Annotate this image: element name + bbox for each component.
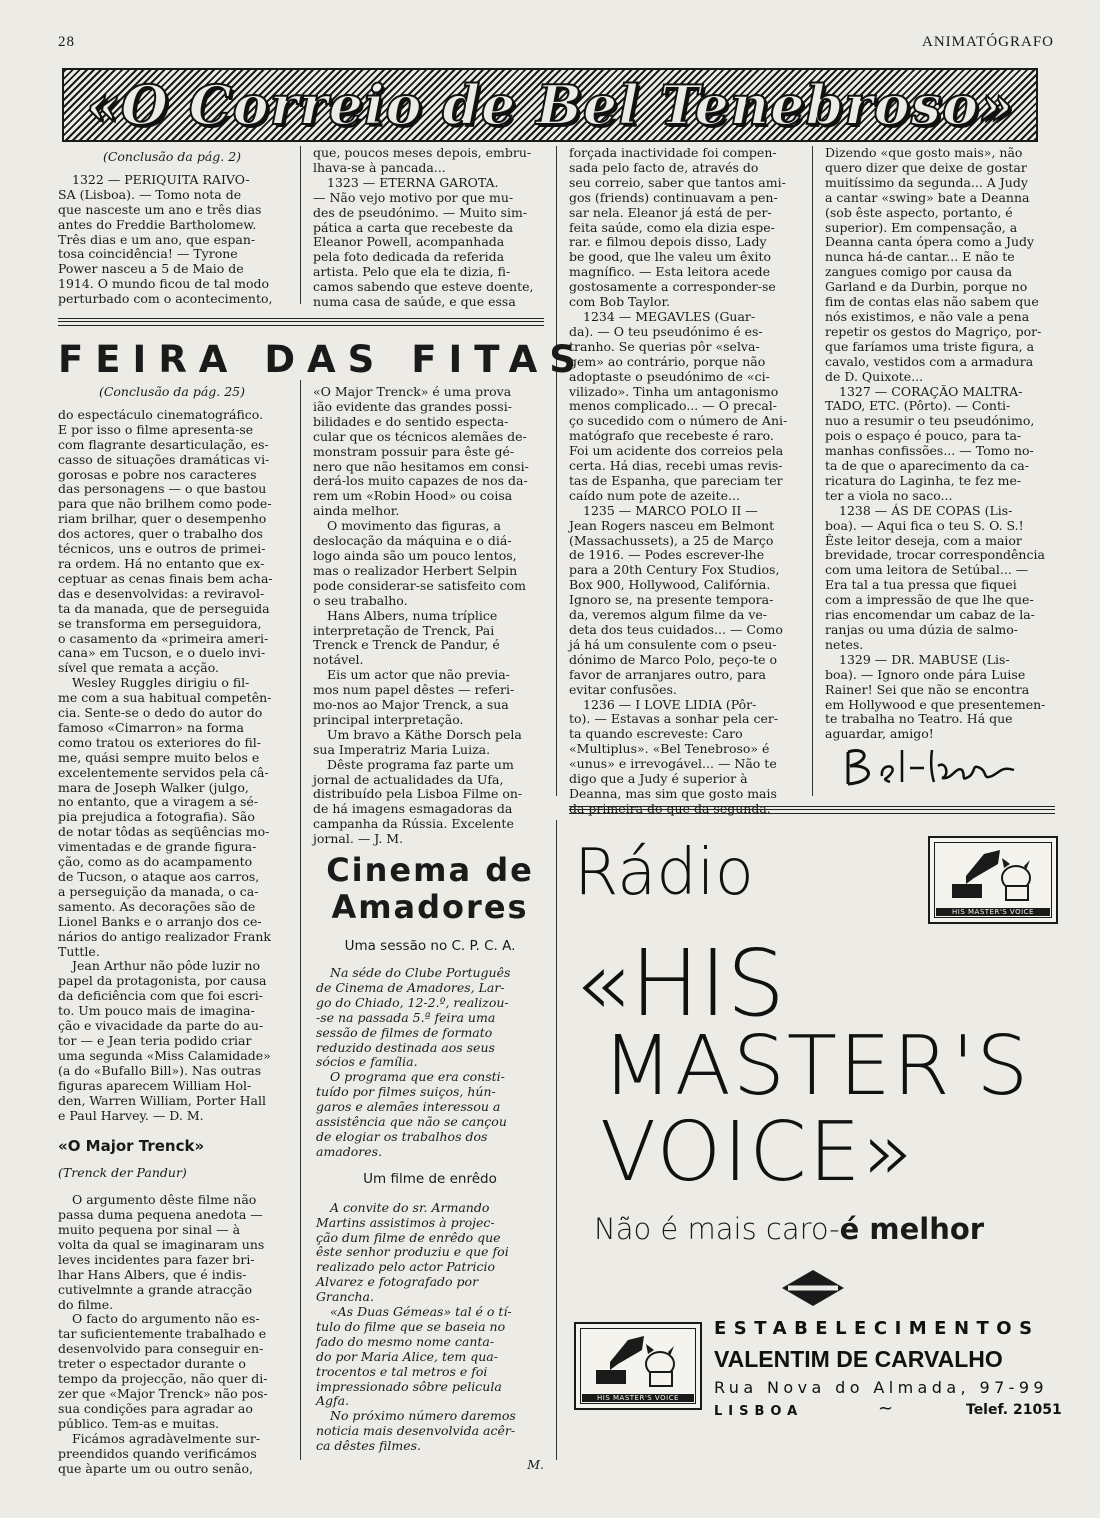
feira-col-1 [58, 385, 286, 1476]
section-divider-ad [569, 806, 1055, 814]
paragraph: Um bravo a Käthe Dorsch pela sua Imperatriz Maria Luiza. [313, 726, 522, 757]
paragraph: (Conclusão da pág. 2) [102, 149, 242, 164]
cinema-title-line1: Cinema de [326, 851, 534, 889]
page-number: 28 [58, 34, 75, 50]
his-masters-voice-logo-top [928, 836, 1058, 924]
paragraph: 1329 — DR. MABUSE (Lis- boa). — Ignoro onde pára Luise Rainer! Sei que não se encontra em Hollywood e que presentemen- te trabalha no Teatro. Há que aguardar, amigo! [825, 651, 1046, 742]
major-trenck-paras [58, 1193, 286, 1476]
cinema-subtitle: Uma sessão no C. P. C. A. [344, 938, 516, 954]
column-rule [300, 380, 301, 1460]
paragraph: O facto do argumento não es- tar suficientemente trabalhado e desenvolvido para conseguir en- treter o espectador durante o tempo da projecção, não quer di- zer que «Major Trenck» não pos- sua condições para agradar ao público. Tem-as e muitas. [58, 1311, 268, 1431]
signature [842, 736, 1027, 790]
paragraph: forçada inactividade foi compen- sada pelo facto de, através do seu correio, saber que tantos ami- gos (friends) continuavam a pen- sar nela. Eleanor já está de per- feita saúde, como ela dizia espe- rar. e filmou depois disso, Lady be good, que lhe valeu um êxito magnífico. — Esta leitora acede gostosamente a corresponder-se com Bob Taylor. [569, 145, 786, 310]
paragraph: «O Major Trenck» é uma prova ião evidente das grandes possi- bilidades e do sentido especta- cular que os técnicos alemães de- monstram possuir para êste gé- nero que não hesitamos em consi- derá-los muito capazes de nos da- rem um «Robin Hood» ou coisa ainda melhor. [313, 384, 529, 519]
paragraph: O programa que era consti- tuído por filmes suiços, hún- garos e alemães interessou a assistência que não se cançou de elogiar os trabalhos dos amadores. [316, 1069, 507, 1159]
dog-gramophone-icon-bottom [588, 1334, 688, 1390]
column-rule [812, 146, 813, 796]
paragraph: 1238 — ÁS DE COPAS (Lis- boa). — Aqui fica o teu S. O. S.! Êste leitor deseja, com a maior brevidade, trocar correspondência com uma leitora de Setúbal... — Era tal a tua pressa que fiquei com a impressão de que lhe que- rias encomendar um cabaz de la- ranjas ou uma dúzia de salmo- netes. [825, 502, 1045, 652]
ad-slogan-normal: Não é mais caro- [594, 1212, 840, 1246]
column-rule [556, 146, 557, 796]
correio-col-1 [58, 150, 286, 307]
paragraph: O argumento dêste filme não passa duma pequena anedota — muito pequena por sinal — à volta da qual se imaginaram uns leves incidentes para fazer bri- lhar Hans Albers, que é indis- cutivelmnte a grande atracção do filme. [58, 1192, 265, 1312]
cinema-paras-1 [316, 966, 544, 1160]
ad-slogan-bold: é melhor [839, 1212, 985, 1246]
cinema-paras-2 [316, 1201, 544, 1454]
ad-est-phone: Telef. 21051 [966, 1402, 1062, 1418]
paragraph: (Conclusão da pág. 25) [98, 384, 246, 399]
feira-col-2 [313, 385, 543, 847]
paragraph: que, poucos meses depois, embru- lhava-se à pancada... [313, 145, 532, 175]
paragraph: Dêste programa faz parte um jornal de actualidades da Ufa, distribuído pela Lisboa Filme on- de há imagens esmagadoras da campanha da Rússia. Excelente jornal. — J. M. [313, 756, 523, 847]
paragraph: Na séde do Clube Português de Cinema de Amadores, Lar- go do Chiado, 12-2.º, realizou- -se na passada 5.ª feira uma sessão de filmes de formato reduzido destinada aos seus sócios e família. [316, 965, 511, 1070]
paragraph: 1234 — MEGAVLES (Guar- da). — O teu pseudónimo é es- tranho. Se querias pôr «selva- gem» ao contrário, porque não adoptaste o pseudónimo de «ci- vilizado». Tinha um antagonismo menos complicado... — O precal- ço sucedido com o número de Ani- matógrafo que recebeste é raro. Foi um acidente dos correios pela certa. Há dias, recebi umas revis- tas de Espanha, que pareciam ter caído num pote de azeite... [569, 308, 788, 503]
ad-radio: Rádio [574, 836, 754, 910]
paragraph: «As Duas Gémeas» tal é o tí- tulo do filme que se baseia no fado do mesmo nome canta- do por Maria Alice, tem qua- trocentos e tal metros e foi impressionado sôbre pelicula Agfa. [316, 1304, 512, 1409]
paragraph: 1327 — CORAÇÃO MALTRA- TADO, ETC. (Pôrto). — Conti- nuo a resumir o teu pseudónimo, pois o espaço é pouco, para ta- manhas confissões... — Tomo no- ta de que o aparecimento da ca- ricatura do Laginha, te fez me- ter a viola no saco... [825, 383, 1035, 503]
paragraph: Hans Albers, numa tríplice interpretação de Trenck, Pai Trenck e Trenck de Pandur, é notável. [313, 607, 500, 668]
dog-gramophone-icon [944, 848, 1044, 904]
signature-text: Bel-Tenebroso [934, 756, 942, 757]
correio-banner [62, 68, 1038, 142]
cinema-title-line2: Amadores [331, 888, 529, 926]
paragraph: Eis um actor que não previa- mos num papel dêstes — referi- mo-nos ao Major Trenck, a sua principal interpretação. [313, 667, 515, 727]
ad-est-line3: Rua Nova do Almada, 97-99 [714, 1378, 1048, 1397]
logo-label-bottom: HIS MASTER'S VOICE [582, 1394, 694, 1402]
column-rule [556, 820, 557, 1460]
cinema-signoff: M. [527, 1457, 544, 1473]
magazine-name: ANIMATÓGRAFO [921, 34, 1054, 50]
paragraph: No próximo número daremos noticia mais desenvolvida acêr- ca dêstes filmes. [316, 1408, 516, 1454]
his-masters-voice-logo-bottom [574, 1322, 702, 1410]
cinema-subtitle-2: Um filme de enrêdo [363, 1170, 497, 1187]
ad-est-tilde: ~ [878, 1398, 894, 1419]
paragraph: 1323 — ETERNA GAROTA. — Não vejo motivo por que mu- des de pseudónimo. — Muito sim- pática a carta que recebeste da Eleanor Powell, acompanhada pela foto dedicada da referida artista. Pelo que ela te dizia, fi- camos sabendo que esteve doente, numa casa de saúde, e que essa [313, 174, 534, 310]
correio-col-4 [825, 146, 1055, 742]
ad-line-his: «HIS [574, 930, 785, 1037]
ad-line-masters: MASTER'S [602, 1019, 1031, 1114]
logo-label-top: HIS MASTER'S VOICE [936, 908, 1050, 916]
paragraph: 1322 — PERIQUITA RAIVO- SA (Lisboa). — Tomo nota de que nasceste um ano e três dias antes do Freddie Bartholomew. Três dias e um ano, que espan- tosa coincidência! — Tyrone Power nasceu a 5 de Maio de 1914. O mundo ficou de tal modo perturbado com o acontecimento, [58, 171, 273, 307]
paragraph: 1235 — MARCO POLO II — Jean Rogers nasceu em Belmont (Massachussets), a 25 de Março de 1916. — Podes escrever-lhe para a 20th Century Fox Studios, Box 900, Hollywood, Califórnia. Ignoro se, na presente tempora- da, veremos algum filme da ve- deta dos teus cuidados... — Como já há um consulente com o pseu- dónimo de Marco Polo, peço-te o favor de arranjares outro, para evitar confusões. [569, 502, 783, 697]
paragraph: Dizendo «que gosto mais», não quero dizer que deixe de gostar muitíssimo da segunda... A Judy a cantar «swing» bate a Deanna (sob êste aspecto, portanto, é superior). Em compensação, a Deanna canta ópera como a Judy nunca há-de cantar... E não te zangues comigo por causa da Garland e da Durbin, porque no fim de contas elas não sabem que nós existimos, e não vale a pena repetir os gestos do Magriço, por- que faríamos uma triste figura, a cavalo, vestidos com a armadura de D. Quixote... [825, 145, 1042, 384]
ad-line-voice: VOICE» [600, 1105, 915, 1200]
correio-col-3 [569, 146, 799, 817]
major-trenck-heading: «O Major Trenck» [58, 1137, 205, 1156]
diamond-logo-icon [780, 1268, 846, 1308]
ad-est-line2: VALENTIM DE CARVALHO [714, 1346, 1003, 1372]
feira-title: FEIRA DAS FITAS [58, 338, 588, 381]
paragraph: O movimento das figuras, a deslocação da máquina e o diá- logo ainda são um pouco lentos, mas o realizador Herbert Selpin pode considerar-se satisfeito com o seu trabalho. [313, 518, 526, 608]
ad-slogan [594, 1212, 984, 1246]
paragraph: do espectáculo cinematográfico. E por isso o filme apresenta-se com flagrante desarticulação, es- casso de situações dramáticas vi- gorosas e pobre nos caracteres das personagens — o que bastou para que não brilhem como pode- riam brilhar, quer o desempenho dos actores, quer o trabalho dos técnicos, uns e outros de primei- ra ordem. Há no entanto que ex- ceptuar as cenas finais bem acha- das e desenvolvidas: a reviravol- ta da manada, que de perseguida se transforma em perseguidora, o casamento da «primeira ameri- cana» em Tucson, e o duelo invi- sível que remata a acção. [58, 406, 273, 676]
cinema-title [314, 852, 546, 926]
section-divider [58, 318, 544, 326]
ad-est-city: LISBOA [714, 1404, 804, 1419]
paragraph: Jean Arthur não pôde luzir no papel da protagonista, por causa da deficiência com que foi escri- to. Um pouco mais de imagina- ção e vivacidade da parte do au- tor — e Jean teria podido criar uma segunda «Miss Calamidade» (a do «Bufallo Bill»). Nas outras figuras aparecem William Hol- den, Warren William, Porter Hall e Paul Harvey. — D. M. [58, 958, 271, 1123]
paragraph: Wesley Ruggles dirigiu o fil- me com a sua habitual competên- cia. Sente-se o dedo do autor do famoso «Cimarron» na forma como tratou os exteriores do fil- me, quási sempre muito belos e excelentemente servidos pela câ- mara de Joseph Walker (julgo, no entanto, que a viragem a sé- pia prejudica a fotografia). São de notar tôdas as seqüências mo- vimentadas e de grande figura- ção, como as do acampamento de Tucson, o ataque aos carros, a perseguição da manada, o ca- samento. As decorações são de Lionel Banks e o arranjo dos ce- nários do antigo realizador Frank Tuttle. [58, 675, 272, 959]
correio-col-2 [313, 146, 543, 310]
paragraph: 1236 — I LOVE LIDIA (Pôr- to). — Estavas a sonhar pela cer- ta quando escreveste: Caro «Multiplus». «Bel Tenebroso» é «unus» e irrevogável... — Não te digo que a Judy é superior à Deanna, mas sim que gosto mais da primeira do que da segunda. [569, 696, 779, 816]
ad-est-line1: ESTABELECIMENTOS [714, 1318, 1040, 1339]
major-trenck-subtitle: (Trenck der Pandur) [58, 1165, 187, 1181]
column-rule [300, 146, 301, 304]
paragraph: Ficámos agradàvelmente sur- preendidos quando verificámos que àparte um ou outro senão, [58, 1430, 261, 1476]
cinema-body [316, 966, 544, 1473]
banner-title: «O Correio de Bel Tenebroso» [86, 73, 1014, 137]
paragraph: A convite do sr. Armando Martins assistimos à projec- ção dum filme de enrêdo que êste senhor produziu e que foi realizado pelo actor Patricio Alvarez e fotografado por Grancha. [316, 1199, 509, 1305]
